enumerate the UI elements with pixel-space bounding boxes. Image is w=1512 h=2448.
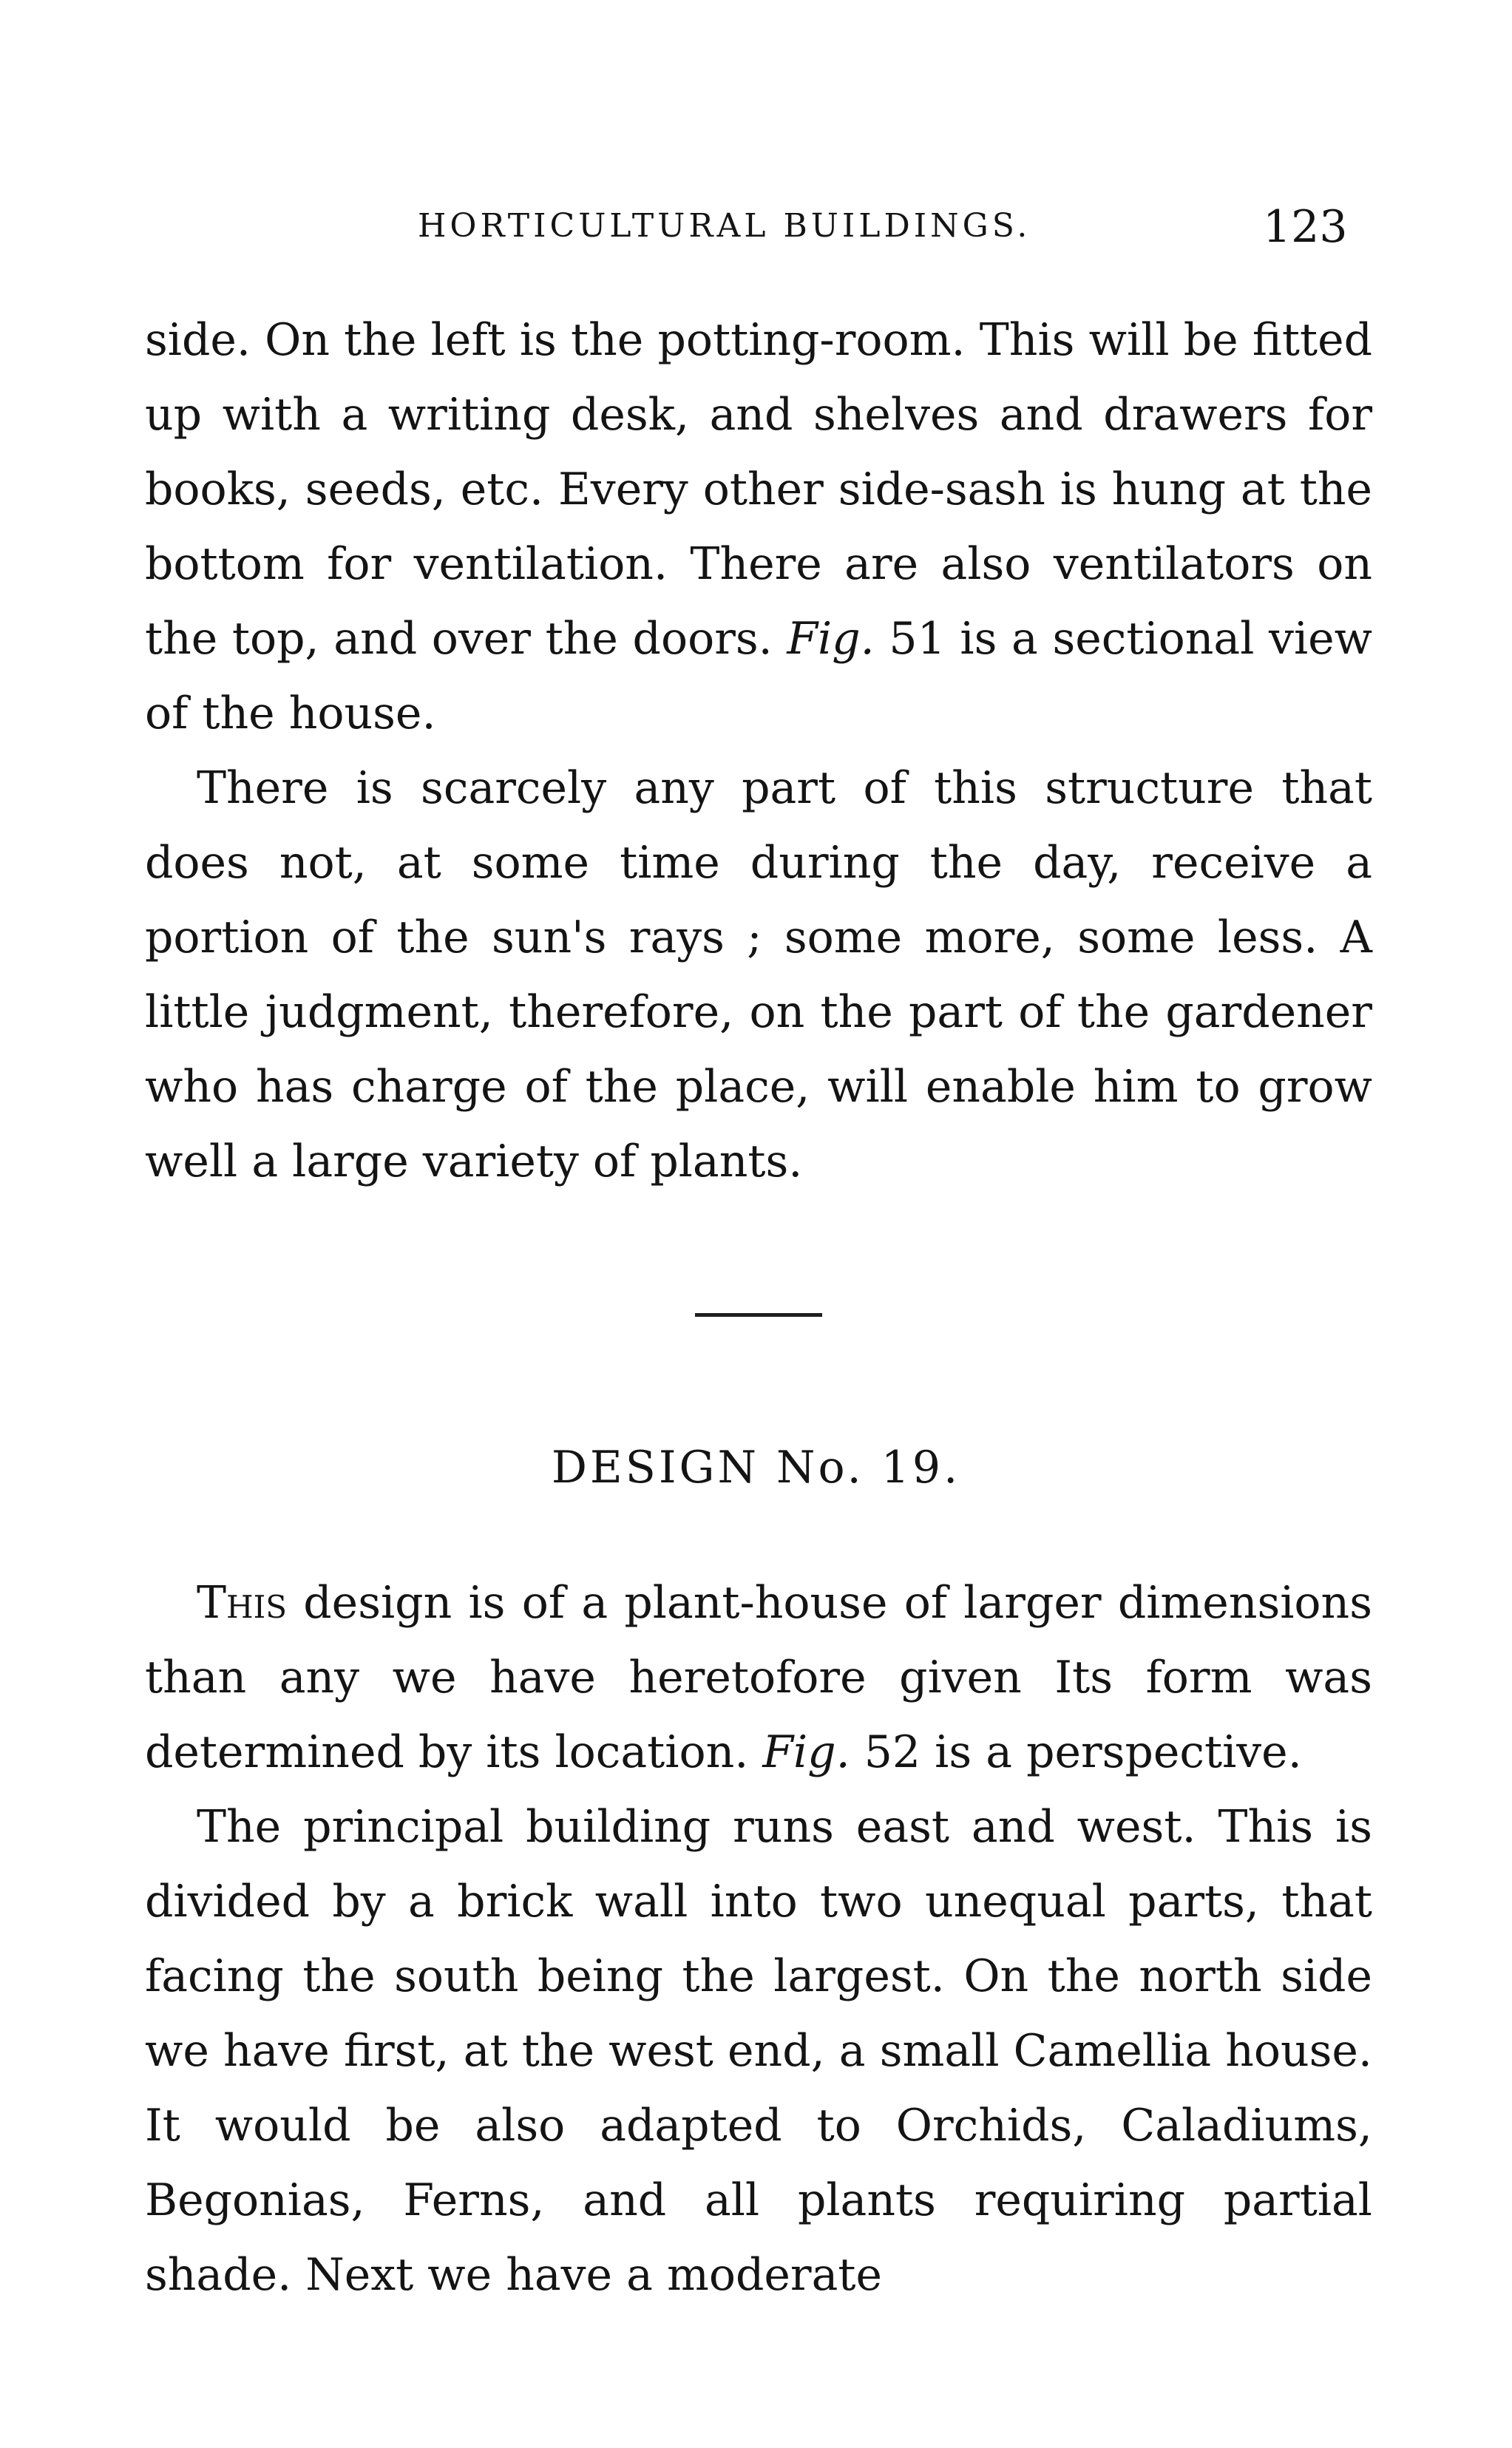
paragraph-text: design is of a plant-house of larger dimensions than any we have heretofore given Its form was determined by its location. <box>145 1577 1372 1778</box>
paragraph-potting-room <box>145 303 1372 751</box>
paragraph-text: 52 is a perspective. <box>850 1726 1302 1778</box>
figure-reference: Fig. <box>787 613 875 665</box>
paragraph-text: side. On the left is the potting-room. This will be fitted up with a writing desk, and shelves and drawers for books, seeds, etc. Every other side-sash is hung at the bottom for ventilation. There are also ventilators on the top, and over the doors. <box>145 314 1372 665</box>
design-heading: DESIGN No. 19. <box>551 1442 961 1493</box>
section-divider-rule <box>695 1313 822 1317</box>
paragraph-principal-building: The principal building runs east and west. This is divided by a brick wall into two unequal parts, that facing the south being the largest. On the north side we have first, at the west end, a small Camellia house. It would be also adapted to Orchids, Caladiums, Begonias, Ferns, and all plants requiring partial shade. Next we have a moderate <box>145 1801 1372 2301</box>
paragraph-text: 51 is a sectional view of the house. <box>145 613 1373 739</box>
running-title: HORTICULTURAL BUILDINGS. <box>418 207 1031 245</box>
paragraph-design-intro <box>145 1566 1372 1790</box>
text-block-design-19 <box>145 1566 1372 2313</box>
lead-word: This <box>197 1577 288 1629</box>
page-number: 123 <box>1263 201 1348 253</box>
paragraph-sun-rays: There is scarcely any part of this structure that does not, at some time during the day, receive a portion of the sun's rays ; some more, some less. A little judgment, therefore, on the part of the gardener who has charge of the place, will enable him to grow well a large variety of plants. <box>145 762 1372 1187</box>
text-block-continued <box>145 303 1372 1199</box>
figure-reference: Fig. <box>762 1726 850 1778</box>
